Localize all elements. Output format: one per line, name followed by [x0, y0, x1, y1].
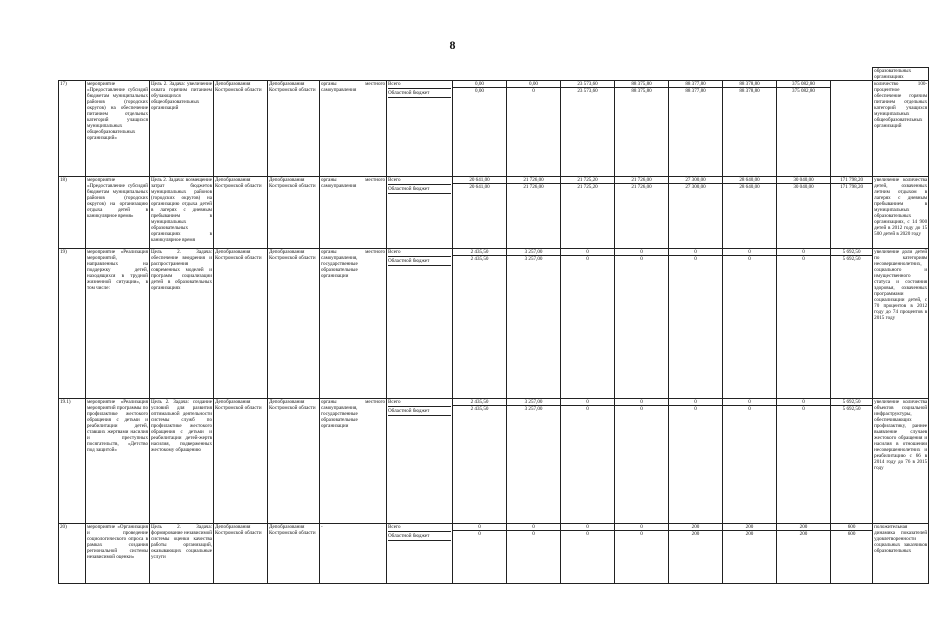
value-cell: [507, 177, 561, 249]
value: 21 725,20: [577, 184, 598, 190]
expected-result: увеличение количества детей, охваченных летним отдыхом в лагерях с дневным пребыванием в муниципальных образовательных организациях, с 14 900 детей в 2012 году до 15 500 детей в 2020 году: [873, 177, 929, 249]
executor-1: Депобразования Костромской области: [214, 249, 268, 399]
value-cell: [507, 524, 561, 584]
table-row: [59, 68, 929, 81]
value-cell: [723, 399, 777, 524]
value: 0: [694, 406, 697, 412]
value-cell: [723, 177, 777, 249]
value: 0: [802, 406, 805, 412]
value: 600: [831, 524, 872, 531]
value-cell: [453, 249, 507, 399]
value-cell: [777, 399, 831, 524]
table-row: [59, 249, 929, 399]
funding-source: [387, 399, 453, 524]
value: 21 726,00: [523, 184, 544, 190]
value-cell: [777, 81, 831, 177]
value: 27 300,00: [669, 177, 722, 184]
value-cell: [669, 524, 723, 584]
value: 2 435,50: [470, 256, 489, 262]
source-label: Всего: [388, 177, 451, 185]
value: 200: [799, 531, 808, 537]
value: 21 725,20: [561, 177, 614, 184]
expected-result: увеличение количества объектов социальной инфраструктуры, обеспечивающих профилактику, раннее выявление случаев жестокого обращения и насилия в отношении несовершеннолетних и реабилитацию с 66 в 2014 году до 76 в 2015 году: [873, 399, 929, 524]
value: 0: [777, 249, 830, 256]
value: 88 377,80: [685, 88, 706, 94]
value: 27 300,00: [685, 184, 706, 190]
executor-3: органы местного самоуправления, государственные образовательные организации: [320, 249, 387, 399]
funding-source: [387, 249, 453, 399]
expected-result: положительная динамика показателей удовлетворенности социальных заказчиков образовательных: [873, 524, 929, 584]
source-label: Всего: [388, 524, 451, 532]
value: 0: [532, 531, 535, 537]
value-cell: [453, 81, 507, 177]
value: 200: [669, 524, 722, 531]
value: 0: [640, 531, 643, 537]
value-cell: [507, 399, 561, 524]
value: 88 378,80: [739, 88, 760, 94]
row-number: 19.1): [59, 399, 86, 524]
value: 0,00: [453, 81, 506, 88]
value-cell: [615, 81, 669, 177]
value: 21 726,00: [631, 184, 652, 190]
table-row: [59, 81, 929, 177]
funding-source: [387, 177, 453, 249]
executor-3: органы местного самоуправления, государственные образовательные организации: [320, 399, 387, 524]
value-cell: [777, 249, 831, 399]
value: 0: [748, 406, 751, 412]
value: 0: [615, 249, 668, 256]
executor-1: Депобразования Костромской области: [214, 524, 268, 584]
executor-1: Депобразования Костромской области: [214, 177, 268, 249]
value: 5 692,50: [842, 406, 861, 412]
top-cell: образовательных организациях: [873, 68, 929, 81]
value: 200: [691, 531, 700, 537]
executor-2: Депобразования Костромской области: [268, 399, 320, 524]
value-cell: [723, 81, 777, 177]
value-cell: [777, 177, 831, 249]
value: 0: [669, 249, 722, 256]
value-cell: [831, 81, 873, 177]
goal-task: Цель 2. Задача: обеспечение внедрения и распространения современных моделей и программ социализации детей в образовательных организациях: [150, 249, 214, 399]
table-row: [59, 177, 929, 249]
measure-name: мероприятие «Организация и проведение социологического опроса в рамках создания региональной системы независимой оценки»: [86, 524, 150, 584]
program-table: [58, 67, 929, 584]
page-number: 8: [449, 38, 456, 52]
row-number: 17): [59, 81, 86, 177]
value: 21 726,00: [507, 177, 560, 184]
value-cell: [561, 399, 615, 524]
executor-3: органы местного самоуправления: [320, 177, 387, 249]
value: 20 641,00: [469, 184, 490, 190]
value: 30 040,00: [793, 184, 814, 190]
value: 23 573,60: [577, 88, 598, 94]
value: 5 692,50: [831, 399, 872, 406]
value: 3 257,00: [507, 249, 560, 256]
value: 3 257,00: [507, 399, 560, 406]
source-label: Областной бюджет: [388, 186, 451, 194]
value: 3 257,00: [524, 406, 543, 412]
value: 28 640,00: [723, 177, 776, 184]
value: 20 641,00: [453, 177, 506, 184]
value: 200: [723, 524, 776, 531]
executor-2: Депобразования Костромской области: [268, 81, 320, 177]
value-cell: [507, 249, 561, 399]
measure-name: мероприятие «Реализация мероприятий программы по профилактике жестокого обращения с детьми и реабилитации детей, ставших жертвами насилия и преступных посягательств, «Детство под защитой»: [86, 399, 150, 524]
value-cell: [831, 524, 873, 584]
value-cell: [561, 249, 615, 399]
value: 0: [532, 88, 535, 94]
value: 3 257,00: [524, 256, 543, 262]
source-label: Областной бюджет: [388, 258, 451, 266]
value: 0: [723, 399, 776, 406]
value: 0: [777, 399, 830, 406]
value: 0: [669, 399, 722, 406]
value: 21 726,00: [615, 177, 668, 184]
value-cell: [453, 177, 507, 249]
value: 28 640,00: [739, 184, 760, 190]
row-number: 18): [59, 177, 86, 249]
row-number: 20): [59, 524, 86, 584]
value: 0: [453, 524, 506, 531]
value: 88 378,80: [723, 81, 776, 88]
value: 2 435,50: [453, 399, 506, 406]
value: 375 082,80: [792, 88, 815, 94]
executor-3: органы местного самоуправления: [320, 81, 387, 177]
value: 30 040,00: [777, 177, 830, 184]
value: 88 375,80: [631, 88, 652, 94]
executor-1: Депобразования Костромской области: [214, 81, 268, 177]
executor-2: Депобразования Костромской области: [268, 524, 320, 584]
value: 200: [745, 531, 754, 537]
goal-task: Цель 2. Задача: увеличение охвата горячим питанием обучающихся общеобразовательных организаций: [150, 81, 214, 177]
value-cell: [777, 524, 831, 584]
expected-result: увеличение доли детей по категориям несовершеннолетних, социального и имущественного статуса и состояния здоровья, охваченных программами социализации детей, с 70 процентов в 2012 году до 74 процентов в 2015 году: [873, 249, 929, 399]
value-cell: [561, 81, 615, 177]
value: 0: [694, 256, 697, 262]
value: 600: [847, 531, 856, 537]
source-label: Областной бюджет: [388, 533, 451, 541]
value-cell: [615, 524, 669, 584]
value: 0: [615, 399, 668, 406]
value: 0: [478, 531, 481, 537]
row-number: 19): [59, 249, 86, 399]
value: 23 573,60: [561, 81, 614, 88]
value: 0: [586, 531, 589, 537]
expected-result: количество 100-процентное обеспечение горячим питанием отдельных категорий учащихся муниципальных общеобразовательных организаций: [873, 81, 929, 177]
value-cell: [669, 81, 723, 177]
value: 0: [586, 256, 589, 262]
source-label: Областной бюджет: [388, 90, 451, 98]
value: 0: [723, 249, 776, 256]
value: 171 798,20: [840, 184, 864, 190]
source-label: Всего: [388, 399, 451, 407]
goal-task: Цель 2. Задача: формирование независимой системы оценки качества работы организаций, оказывающих социальные услуги: [150, 524, 214, 584]
value: 88 377,80: [669, 81, 722, 88]
value: 200: [777, 524, 830, 531]
value: 2 435,50: [470, 406, 489, 412]
value-cell: [615, 177, 669, 249]
executor-2: Депобразования Костромской области: [268, 177, 320, 249]
value: 0: [561, 249, 614, 256]
value: 0,00: [507, 81, 560, 88]
value: 5 692,50: [831, 249, 872, 256]
value-cell: [723, 249, 777, 399]
value: 88 375,80: [615, 81, 668, 88]
value: 0,00: [475, 88, 484, 94]
value-cell: [669, 399, 723, 524]
value-cell: [831, 177, 873, 249]
value-cell: [615, 399, 669, 524]
value-cell: [831, 249, 873, 399]
value-cell: [831, 399, 873, 524]
source-label: Всего: [388, 249, 451, 257]
value: 0: [561, 399, 614, 406]
value: 0: [640, 406, 643, 412]
value: 375 082,80: [777, 81, 830, 88]
value: 0: [615, 524, 668, 531]
executor-1: Депобразования Костромской области: [214, 399, 268, 524]
value-cell: [723, 524, 777, 584]
source-label: Всего: [388, 81, 451, 89]
table-row: [59, 399, 929, 524]
measure-name: мероприятие «Предоставление субсидий бюджетам муниципальных районов (городских округов) на обеспечение питанием отдельных категорий учащихся муниципальных общеобразовательных организаций»: [86, 81, 150, 177]
funding-source: [387, 81, 453, 177]
value: 0: [640, 256, 643, 262]
value: 0: [507, 524, 560, 531]
value-cell: [561, 524, 615, 584]
funding-source: [387, 524, 453, 584]
value: 0: [802, 256, 805, 262]
executor-2: Депобразования Костромской области: [268, 249, 320, 399]
value-cell: [561, 177, 615, 249]
value-cell: [453, 399, 507, 524]
value: 5 692,50: [842, 256, 861, 262]
measure-name: мероприятие «Реализация мероприятий, направленных на поддержку детей, находящихся в трудной жизненной ситуации», в том числе:: [86, 249, 150, 399]
table-body: [59, 68, 929, 584]
value: 0: [561, 524, 614, 531]
value: 0: [748, 256, 751, 262]
value-cell: [507, 81, 561, 177]
value: 0: [586, 406, 589, 412]
executor-3: -: [320, 524, 387, 584]
value-cell: [669, 177, 723, 249]
goal-task: Цель 2. Задача: возмещение затрат бюджетов муниципальных районов (городских округов) на организацию отдыха детей в лагерях с дневным пребыванием в муниципальных образовательных организациях в каникулярное время: [150, 177, 214, 249]
value-cell: [453, 524, 507, 584]
measure-name: мероприятие «Предоставление субсидий бюджетам муниципальных районов (городских округов) на организацию отдыха детей в каникулярное время»: [86, 177, 150, 249]
goal-task: Цель 2. Задача: создание условий для развития оптимальной деятельности системы служб по профилактике жестокого обращения с детьми и реабилитации детей-жертв насилия, подверженных жестокому обращению: [150, 399, 214, 524]
value: 171 798,20: [831, 177, 872, 184]
value-cell: [615, 249, 669, 399]
value-cell: [669, 249, 723, 399]
source-label: Областной бюджет: [388, 408, 451, 416]
table-row: [59, 524, 929, 584]
value: 2 435,50: [453, 249, 506, 256]
